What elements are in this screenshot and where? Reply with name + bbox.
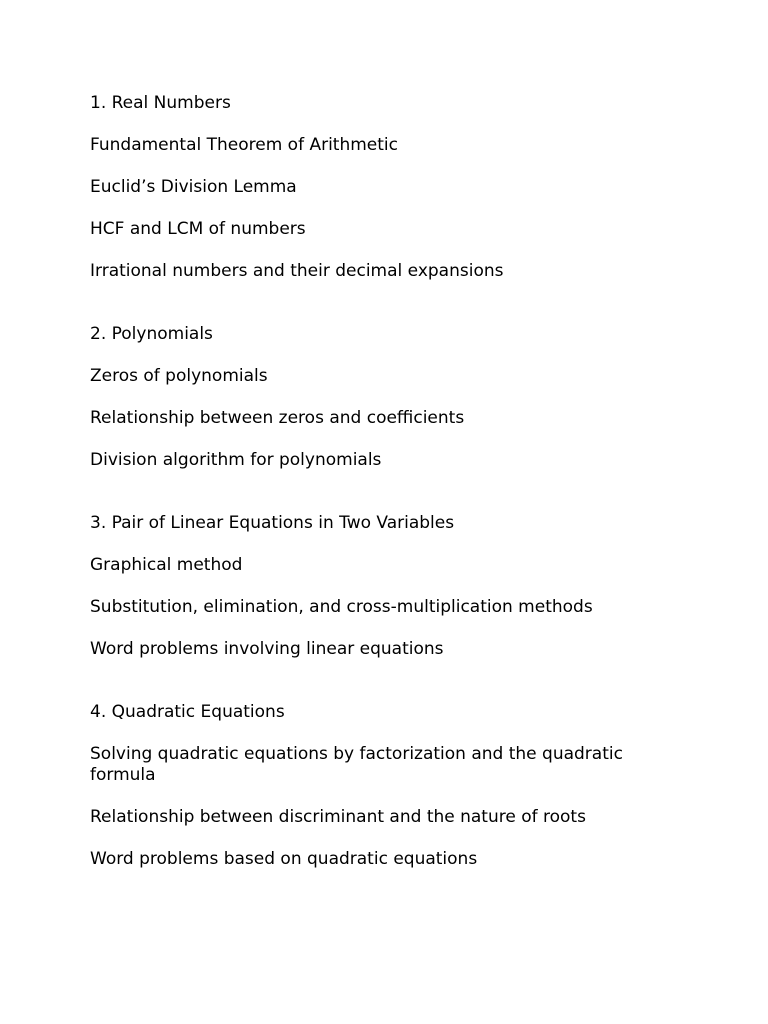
topic-item: Fundamental Theorem of Arithmetic <box>90 135 398 155</box>
topic-item: HCF and LCM of numbers <box>90 219 306 239</box>
topic-item: Euclid’s Division Lemma <box>90 177 297 197</box>
topic-item: Substitution, elimination, and cross-multiplication methods <box>90 597 593 617</box>
topic-item: Word problems involving linear equations <box>90 639 444 659</box>
topic-item: Solving quadratic equations by factorization and the quadratic formula <box>90 744 623 785</box>
section-real-numbers <box>90 93 650 282</box>
topic-item: Word problems based on quadratic equations <box>90 849 478 869</box>
section-polynomials <box>90 324 650 471</box>
section-heading: 3. Pair of Linear Equations in Two Variables <box>90 513 455 533</box>
topic-item: Relationship between zeros and coefficients <box>90 408 465 428</box>
section-heading: 4. Quadratic Equations <box>90 702 285 722</box>
section-linear-equations <box>90 513 650 660</box>
topic-item: Division algorithm for polynomials <box>90 450 382 470</box>
topic-item: Relationship between discriminant and the nature of roots <box>90 807 586 827</box>
section-quadratic-equations <box>90 702 650 870</box>
topic-item: Zeros of polynomials <box>90 366 268 386</box>
topic-item: Irrational numbers and their decimal expansions <box>90 261 504 281</box>
section-heading: 2. Polynomials <box>90 324 213 344</box>
topic-item: Graphical method <box>90 555 243 575</box>
section-heading: 1. Real Numbers <box>90 93 231 113</box>
syllabus-content <box>90 93 650 912</box>
